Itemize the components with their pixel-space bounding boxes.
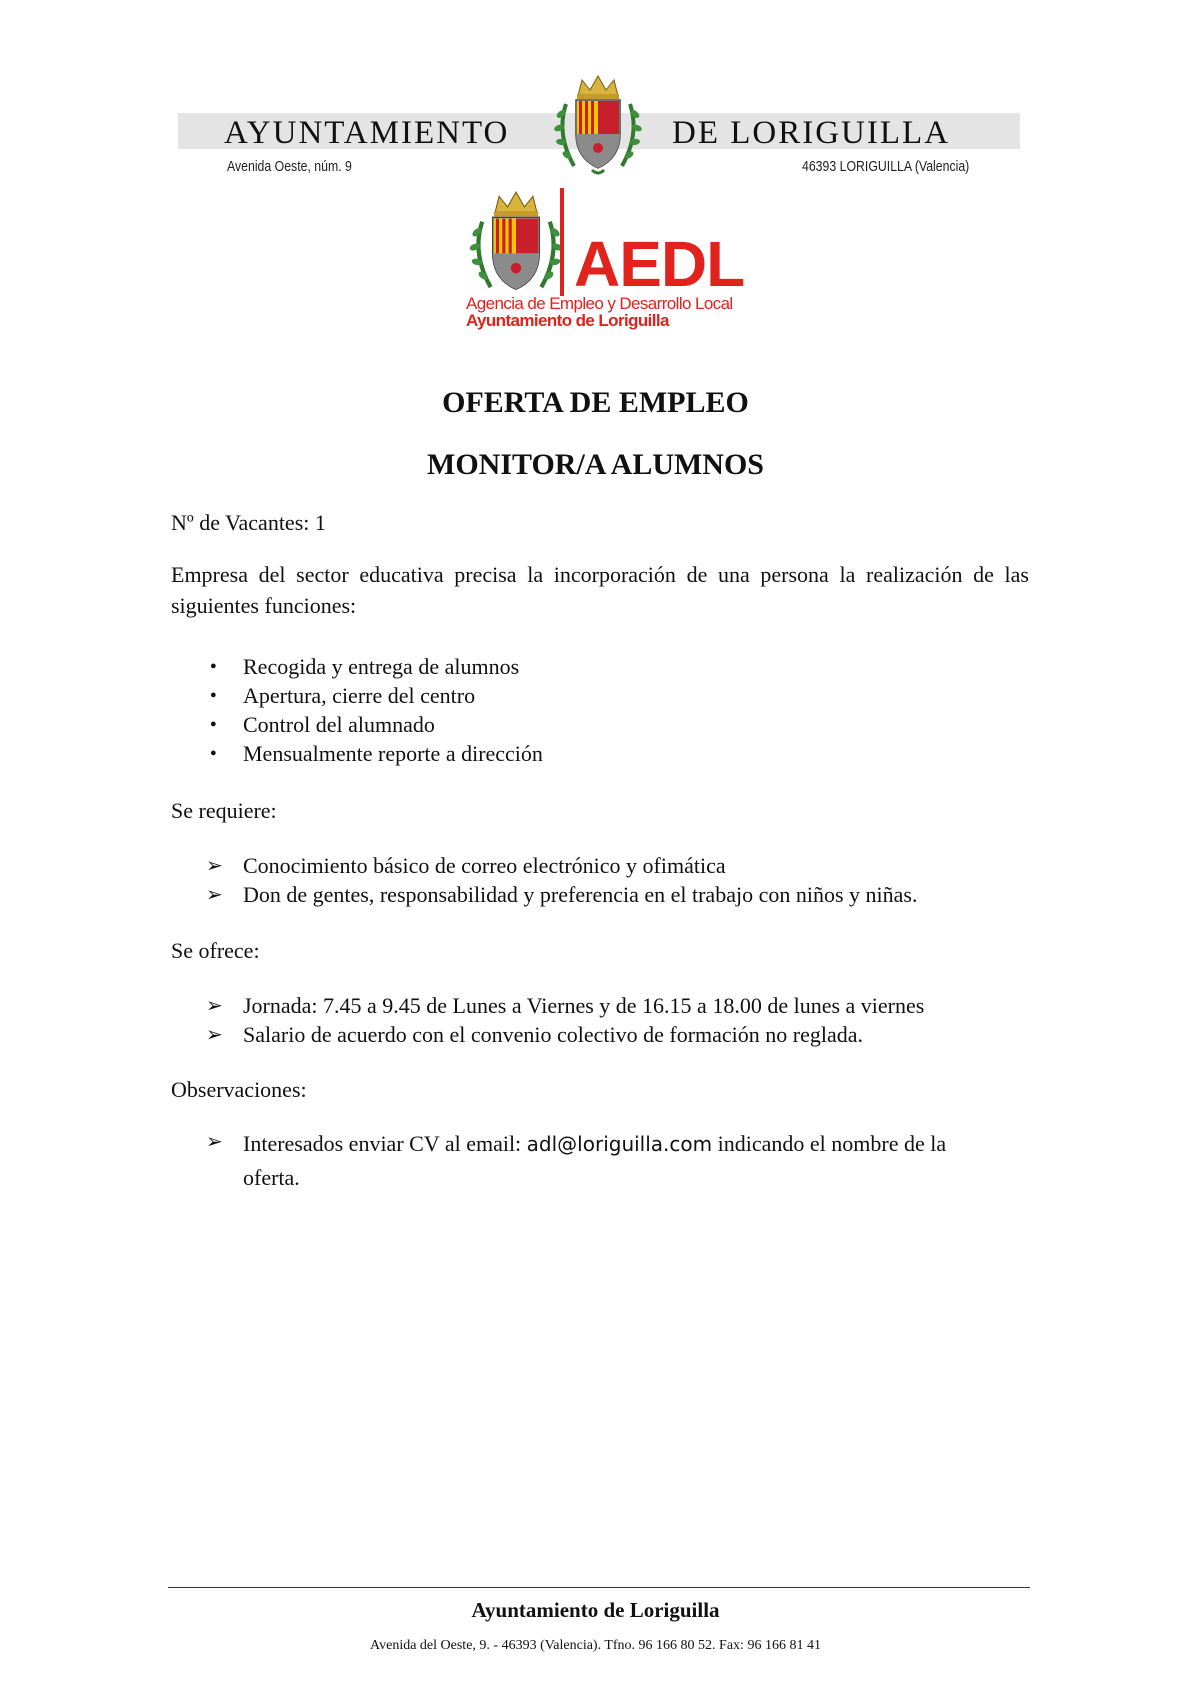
document-subtitle: MONITOR/A ALUMNOS: [427, 448, 764, 481]
aedl-logo-subtitle-2: Ayuntamiento de Loriguilla: [466, 311, 669, 330]
letterhead-title-left: AYUNTAMIENTO: [224, 115, 510, 151]
letterhead-address-right: 46393 LORIGUILLA (Valencia): [802, 158, 970, 175]
letterhead-address-left: Avenida Oeste, núm. 9: [227, 158, 352, 175]
email-address: adl@loriguilla.com: [526, 1132, 713, 1156]
list-item: [0, 1127, 1003, 1194]
intro-paragraph: Empresa del sector educativa precisa la incorporación de una persona la realización de las siguientes funciones:: [171, 562, 1029, 618]
list-item: ● Apertura, cierre del centro: [0, 681, 543, 710]
letterhead-title-right: DE LORIGUILLA: [672, 115, 951, 151]
observation-text-end: indicando el nombre de la oferta.: [243, 1131, 947, 1190]
list-item: ● Control del alumnado: [0, 710, 543, 739]
vacancies-line: Nº de Vacantes: 1: [171, 510, 326, 535]
list-item: ● Mensualmente reporte a dirección: [0, 739, 543, 768]
list-item: ➢ Don de gentes, responsabilidad y preferencia en el trabajo con niños y niñas.: [0, 880, 917, 909]
list-item: ➢ Conocimiento básico de correo electrónico y ofimática: [0, 851, 917, 880]
document-title: OFERTA DE EMPLEO: [442, 386, 749, 419]
aedl-coat-of-arms-icon: [467, 190, 565, 302]
footer-address: Avenida del Oeste, 9. - 46393 (Valencia). Tfno. 96 166 80 52. Fax: 96 166 81 41: [370, 1638, 821, 1653]
list-item: ➢ Salario de acuerdo con el convenio colectivo de formación no reglada.: [0, 1020, 924, 1049]
aedl-logo-subtitle: Agencia de Empleo y Desarrollo Local: [466, 294, 733, 313]
observations-list: [0, 1127, 1003, 1194]
offer-label: Se ofrece:: [171, 938, 260, 963]
requirements-label: Se requiere:: [171, 798, 277, 823]
coat-of-arms-icon: [552, 74, 644, 180]
list-item: ● Recogida y entrega de alumnos: [0, 652, 543, 681]
list-item: ➢ Jornada: 7.45 a 9.45 de Lunes a Viernes y de 16.15 a 18.00 de lunes a viernes: [0, 991, 924, 1020]
functions-list: [0, 652, 543, 768]
footer-title: Ayuntamiento de Loriguilla: [471, 1598, 720, 1622]
requirements-list: [0, 851, 917, 909]
aedl-logo-text: AEDL: [574, 228, 745, 300]
observation-text: Interesados enviar CV al email:: [243, 1131, 527, 1156]
footer-divider: [168, 1587, 1030, 1588]
observations-label: Observaciones:: [171, 1077, 307, 1102]
aedl-divider-bar: [560, 188, 564, 296]
offer-list: [0, 991, 924, 1049]
